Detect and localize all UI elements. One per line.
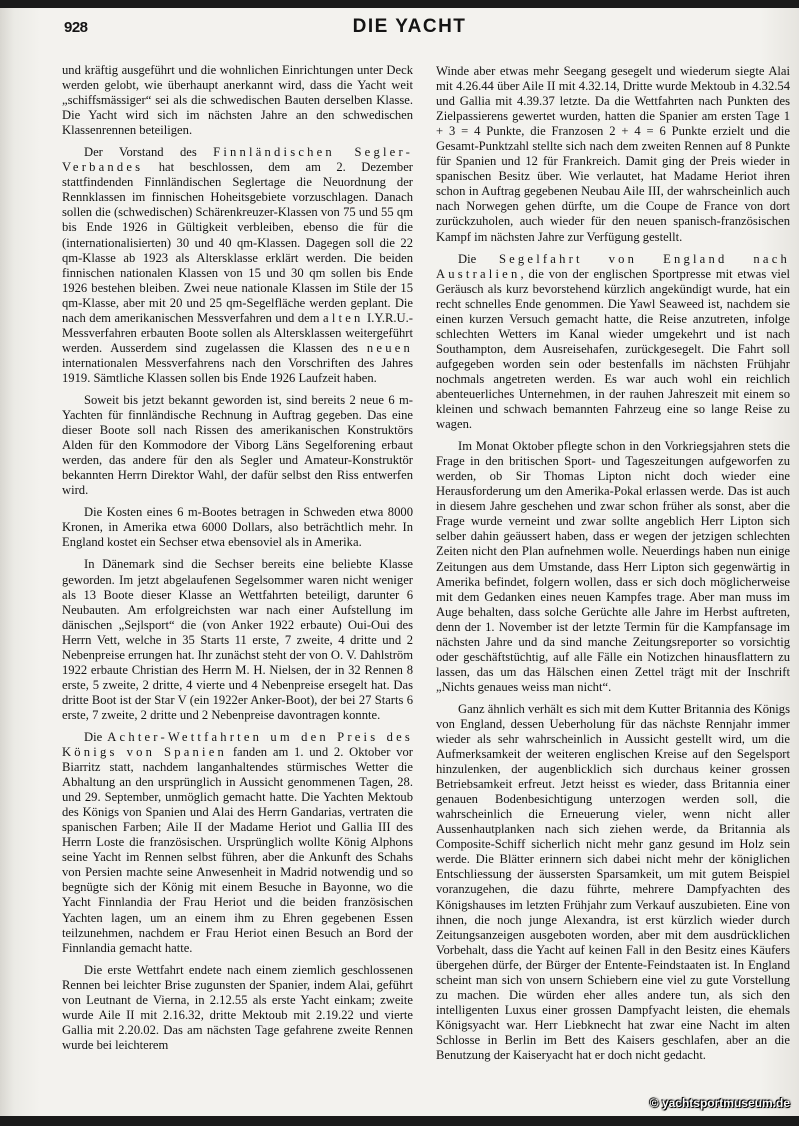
paragraph: Winde aber etwas mehr Seegang gesegelt und wiederum siegte Alai mit 4.26.44 über Aile II mit 4.32.14, Dritte wurde Mektoub in 4.32.54 und Gallia mit 4.39.37 letzte. Da die Wettfahrten nach Punkten des Zielpassierens gewertet wurden, hatten die Spanier am ersten Tage 1 + 3 = 4 Punkte, die Franzosen 2 + 4 = 6 Punkte erzielt und die Gesamt-Punktzahl stellte sich nach dem zweiten Rennen auf 8 Punkte für Spanien und 12 für Frankreich. Damit ging der Preis wieder in spanischen Besitz über. Wie verlautet, hat Madame Heriot ihren schon in Auftrag gegebenen Neubau Aile III, der wahrscheinlich auch nach Norwegen gehen dürfte, um die Coupe de France von dort zurückzuholen, auch wieder für den neuen spanisch-französischen Kampf im nächsten Jahre zur Verfügung gestellt. <box>436 64 790 244</box>
emphasis: Achter-Wettfahrten um den Preis des Königs von Spanien <box>62 729 413 760</box>
running-title: DIE YACHT <box>352 16 467 37</box>
paragraph-finnish-association <box>62 145 413 386</box>
paragraph-spanish-kings-prize <box>62 730 413 956</box>
emphasis: Finnländischen Segler-Verbandes <box>62 145 413 175</box>
text: I.Y.R.U.-Messverfahren erbauten Boote sollen als Altersklassen weitergeführt werden. Ausserdem sind zugelassen die Klassen des <box>62 310 413 355</box>
emphasis: Segelfahrt von England nach Australien <box>436 251 790 281</box>
text: Die <box>84 729 108 744</box>
page-number: 928 <box>64 19 88 36</box>
paragraph: und kräftig ausgeführt und die wohnlichen Einrichtungen unter Deck werden gelobt, wie überhaupt anerkannt wird, dass die Yacht weit „schiffsmässiger“ sei als die schwedischen Bauten derselben Klasse. Die Yacht wird sich im nächsten Jahre an den schwedischen Klassenrennen beteiligen. <box>62 63 413 138</box>
text: Der Vorstand des <box>84 145 214 160</box>
text: internationalen Messverfahrens nach den Vorschriften des Jahres 1919. Sämtliche Klassen sollen bis Ende 1926 Laufzeit haben. <box>62 355 413 385</box>
text: Die <box>458 251 499 266</box>
left-column <box>62 63 413 1060</box>
paragraph: Soweit bis jetzt bekannt geworden ist, sind bereits 2 neue 6 m-Yachten für finnländische Rechnung in Auftrag gegeben. Das eine dieser Boote soll nach Rissen des amerikanischen Konstruktörs Alden für den Kommodore der Viborg Läns Segelforening erbaut werden, das andere für den als Segler und Amateur-Konstruktör bekannten Herrn Direktor Wahl, der dafür selbst den Riss entwerfen wird. <box>62 392 413 498</box>
paragraph: Ganz ähnlich verhält es sich mit dem Kutter Britannia des Königs von England, dessen Ueberholung für das nächste Rennjahr immer wieder als sehr wahrscheinlich in Aussicht gestellt wird, um die Aufmerksamkeit der weiteren englischen Kreise auf den Segelsport hinzulenken, der augenblicklich sich durchaus keiner grossen Betriebsamkeit erfreut. Jetzt heisst es wieder, dass Britannia einer genauen Bodenbesichtigung unterzogen werden soll, die wahrscheinlich die Erneuerung vieler, wenn nicht aller Aussenhautplanken nach sich ziehen werde, da Britannia als Composite-Schiff sicherlich nicht mehr ganz gesund im Holz sein werde. Die Blätter erinnern sich dabei nicht mehr der königlichen Entschliessung der äussersten Sparsamkeit, um mit gutem Beispiel voranzugehen, die dazu führte, mehrere Dampfyachten des Königshauses im letzten Frühjahr zum Verkauf auszubieten. Eine von ihnen, die noch junge Alexandra, ist erst kürzlich wieder durch Zeitungsanzeigen ausgeboten worden, aber mit dem ausdrücklichen Vorbehalt, dass die Yacht auf keinen Fall in den Besitz eines Käufers übergehen dürfe, der Bürger der Entente-Feindstaaten ist. In England scheint man sich von unsern Schiebern eine viel zu gute Vorstellung zu machen. Die würden eher alles andere tun, als sich den intelligenten Luxus einer grossen Dampfyacht leisten, die ehemals Königsyacht war. Herr Liebknecht hat zwar eine Nacht im alten Schlosse in Berlin im Bett des Kaisers geschlafen, aber an die Benutzung der Kaiseryacht hat er doch nicht gedacht. <box>436 701 790 1062</box>
paragraph: Die erste Wettfahrt endete nach einem ziemlich geschlossenen Rennen bei leichter Brise zugunsten der Spanier, indem Alai, geführt von Leutnant de Vierna, in 2.12.55 als erste Yacht einkam; zweite wurde Aile II mit 2.16.32, dritte Mektoub mit 2.19.22 und vierte Gallia mit 2.20.02. Das am nächsten Tage gefahrene zweite Rennen wurde bei leichterem <box>62 962 413 1052</box>
paragraph-england-australia <box>436 252 790 433</box>
magazine-page <box>0 8 799 1116</box>
text: hat beschlossen, dem am 2. Dezember stattfindenden Finnländischen Seglertage die Neuordnung der Rennklassen im finnischen Hoheitsgebiete vorzuschlagen. Danach sollen die (schwedischen) Schärenkreuzer-Klassen von 75 und 55 qm bis Ende 1926 in Gültigkeit verbleiben, ebenso die für die (internationalisierten) 30 und 40 qm-Klassen. Dagegen soll die 22 qm-Klasse ab 1923 als Altersklasse erklärt werden. Die beiden finnischen nationalen Klassen von 15 und 30 qm sollen bis Ende 1926 bestehen bleiben. Zwei neue nationale Klassen im Stile der 15 qm-Klasse, aber mit 20 und 25 qm-Segelfläche werden geplant. Die nach dem amerikanischen Messverfahren und dem <box>62 160 413 325</box>
text: , die von der englischen Sportpresse mit etwas viel Geräusch als kurz bevorstehend kürzlich angekündigt wurde, hat ein recht schnelles Ende genommen. Die Yawl Seaweed ist, nachdem sie einen kurzen Versuch gemacht hatte, die Reise anzutreten, infolge schlechten Wetters im Kanal wieder umgekehrt und ist nach Southampton, dem Ausreisehafen, zurückgesegelt. Die Fahrt soll aufgegeben worden sein oder bestenfalls im nächsten Frühjahr nochmals angetreten werden. Es war auch wohl ein reichlich abenteuerliches Unternehmen, in der rauhen Jahreszeit mit einem so kleinen und schwach bemannten Fahrzeug eine so lange Reise zu wagen. <box>436 266 790 432</box>
paragraph: Die Kosten eines 6 m-Bootes betragen in Schweden etwa 8000 Kronen, in Amerika etwa 6000 Dollars, also beträchtlich mehr. In England kostet ein Sechser etwa ebensoviel als in Amerika. <box>62 505 413 550</box>
right-column <box>436 64 790 1070</box>
copyright-watermark: © yachtsportmuseum.de <box>649 1096 790 1110</box>
text: fanden am 1. und 2. Oktober vor Biarritz statt, nachdem langanhaltendes stürmisches Wetter die Abhaltung an den ursprünglich in Aussicht genommenen Tagen, 28. und 29. September, unmöglich gemacht hatte. Die Yachten Mektoub des Königs von Spanien und Alai des Herrn Gandarias, vertraten die spanischen Farben; Aile II der Madame Heriot und Gallia III des Herrn Loste die französischen. Ursprünglich wollte König Alphons seine Yacht im Rennen selbst führen, aber die Ankunft des Schahs von Persien machte seine Anwesenheit in Madrid notwendig und so begnügte sich der König mit einem Besuche in Bayonne, wo die Yacht Finnlandia der Frau Heriot und die beiden französischen Yachten lagen, um an einem ihm zu Ehren gegebenen Essen teilzunehmen, nachdem er Frau Heriot einen Besuch an Bord der Finnlandia gemacht hatte. <box>62 745 414 955</box>
emphasis: neuen <box>366 340 413 355</box>
paragraph: Im Monat Oktober pflegte schon in den Vorkriegsjahren stets die Frage in den britischen Sport- und Tageszeitungen aufgeworfen zu werden, ob Sir Thomas Lipton nicht doch wieder eine Herausforderung um den Amerika-Pokal erlassen werde. Das ist auch in diesem Jahre geschehen und zwar schon früher als sonst, aber die Frage wurde verneint und zwar sollte angeblich Herr Lipton sich selber dahin geäussert haben, dass er wegen der jetzigen schlechten Zeiten nicht den Plan aufnehmen wolle. Neuerdings haben nun einige Zeitungen aus dem Umstande, dass Herr Lipton sich gegenwärtig in Amerika befindet, folgern wollen, dass er sich doch möglicherweise mit dem Gedanken eines neuen Kampfes trage. Aber man muss im Auge behalten, dass solche Gerüchte alle Jahre im Herbst auftreten, denn der 1. November ist der letzte Termin für die Kampfansage im nächsten Jahre und da sind manche Zeitungsreporter so vorsichtig oder geschäftstüchtig, auf alle Fälle ein Notizchen hinausflattern zu lassen, das um das Hälschen einen Zettel trägt mit der Inschrift „Nichts genaues weiss man nicht“. <box>436 439 790 694</box>
emphasis: alten <box>323 310 364 325</box>
paragraph: In Dänemark sind die Sechser bereits eine beliebte Klasse geworden. Im jetzt abgelaufenen Segelsommer waren nicht weniger als 13 Boote dieser Klasse an Wettfahrten beteiligt, darunter 6 Neubauten. Am erfolgreichsten war nach einer Aufstellung im dänischen „Sejlsport“ die (von Anker 1922 erbaute) Oui-Oui des Herrn Vett, welche in 35 Starts 11 erste, 7 zweite, 4 dritte und 2 Nebenpreise errungen hat. Ihr zunächst steht der von O. V. Dahlström 1922 erbaute Christian des Herrn M. H. Nielsen, der in 32 Rennen 8 erste, 5 zweite, 2 dritte, 4 vierte und 4 Nebenpreise ersegelt hat. Das dritte Boot ist der Star V (ein 1922er Anker-Boot), der bei 27 Starts 6 erste, 7 zweite, 2 dritte und 2 Nebenpreise davontragen konnte. <box>62 557 414 722</box>
